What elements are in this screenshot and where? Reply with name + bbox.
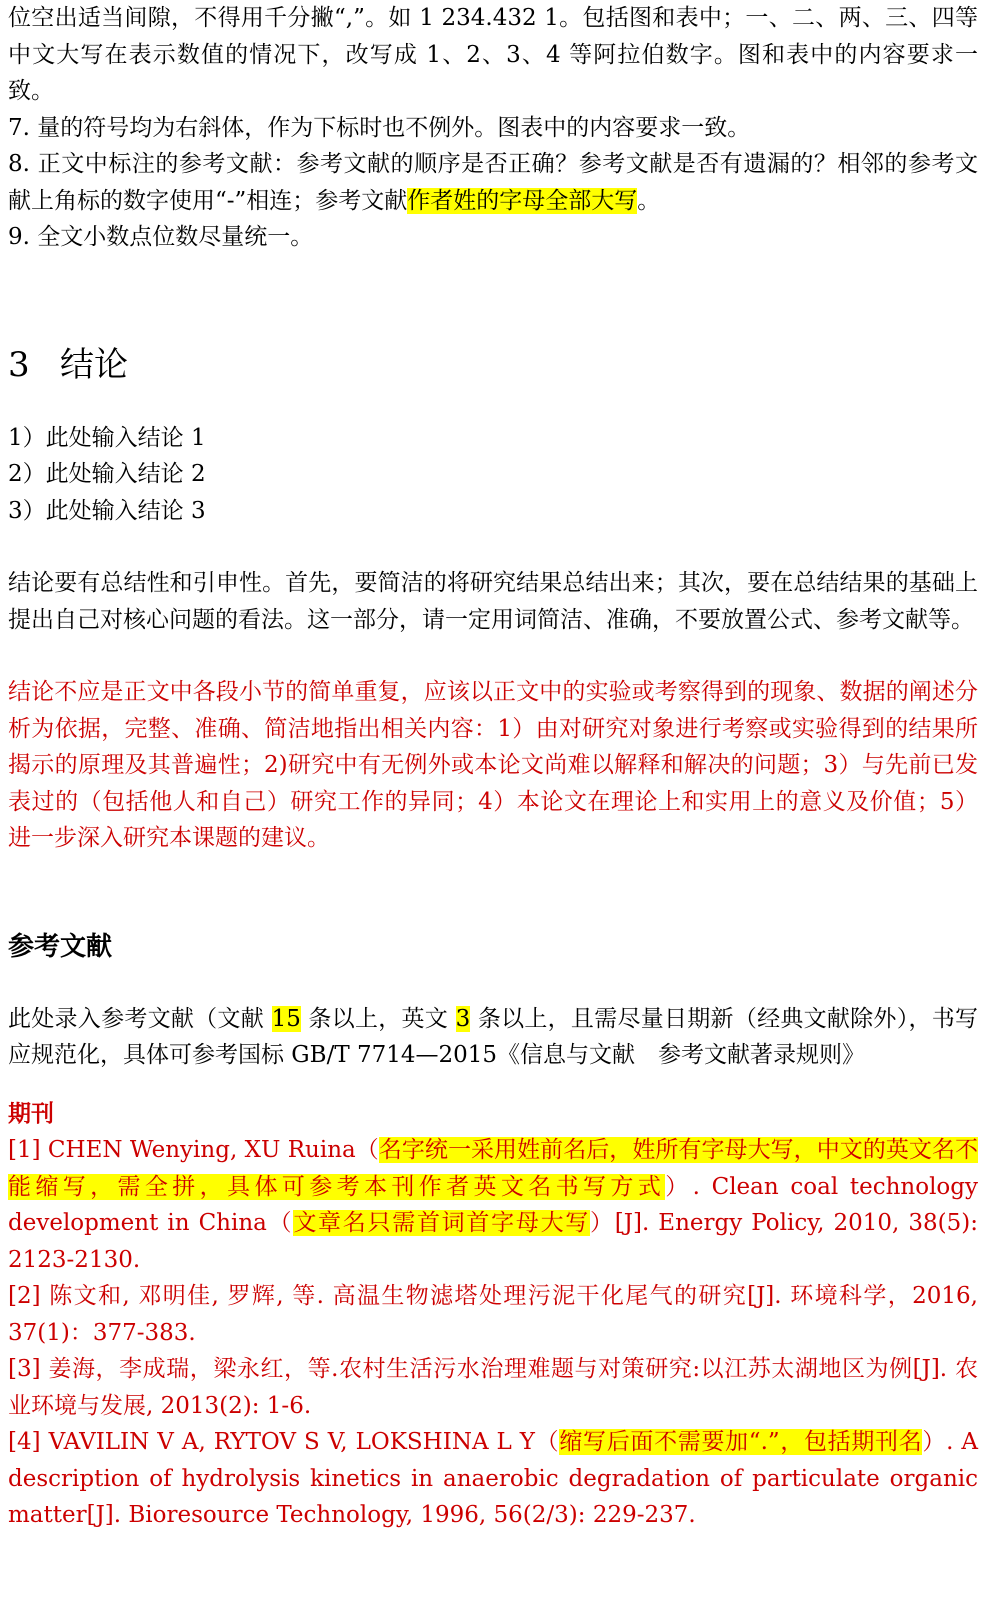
rule8 [8,146,978,219]
ref2-text: [2] 陈文和, 邓明佳, 罗辉, 等. 高温生物滤塔处理污泥干化尾气的研究[J]. 环境科学，2016, 37(1)：377-383. [8,1283,978,1346]
ref1-authors: [1] CHEN Wenying, XU Ruina（ [8,1137,379,1163]
ref1-title: ）. Clean coal technology development in China（ [8,1173,978,1236]
references-intro-count-english: 3 [455,1005,471,1032]
conclusion-guide-red [8,674,978,857]
conclusion-item [8,493,978,530]
conclusion-title: 结论 [60,344,128,385]
spacer [8,1074,978,1096]
conclusion-guide [8,565,978,638]
conclusion-item [8,456,978,493]
ref4-note: 缩写后面不需要加“.”，包括期刊名 [559,1429,923,1455]
conclusion-guide-red-text: 结论不应是正文中各段小节的简单重复，应该以正文中的实验或考察得到的现象、数据的阐述分析为依据，完整、准确、简洁地指出相关内容：1）由对研究对象进行考察或实验得到的结果所揭示的原理及其普遍性；2)研究中有无例外或本论文尚难以解释和解决的问题；3）与先前已发表过的（包括他人和自己）研究工作的异同；4）本论文在理论上和实用上的意义及价值；5）进一步深入研究本课题的建议。 [8,679,978,851]
rule6-continuation [8,0,978,110]
spacer [8,638,978,674]
ref3-text: [3] 姜海，李成瑞，梁永红，等.农村生活污水治理难题与对策研究:以江苏太湖地区为例[J]. 农业环境与发展, 2013(2): 1-6. [8,1356,978,1419]
ref1-note-title: 文章名只需首词首字母大写 [293,1210,591,1236]
conclusion-number: 3 [8,344,30,385]
reference-item-3 [8,1351,978,1424]
references-intro-c: 条以上，且需尽量日期新（经典文献除外），书写应规范化，具体可参考国标 GB/T 7714—2015《信息与文献 参考文献著录规则》 [8,1005,979,1068]
spacer [8,857,978,927]
references-intro-b: 条以上，英文 [300,1005,456,1032]
conclusion-item [8,420,978,457]
ref4-title-source: ）. A description of hydrolysis kinetics in anaerobic degradation of particulate organic matter[J]. Bioresource Technology, 1996, 56(2/3): 229-237. [8,1429,979,1528]
conclusion-item-3: 3）此处输入结论 3 [8,497,206,524]
references-intro-a: 此处录入参考文献（文献 [8,1005,272,1032]
reference-item-4 [8,1424,978,1534]
conclusion-item-2: 2）此处输入结论 2 [8,461,206,487]
conclusion-guide-text: 结论要有总结性和引申性。首先，要简洁的将研究结果总结出来；其次，要在总结结果的基础上提出自己对核心问题的看法。这一部分，请一定用词简洁、准确，不要放置公式、参考文献等。 [8,570,978,633]
ref1-note-names: 名字统一采用姓前名后，姓所有字母大写，中文的英文名不能缩写，需全拼，具体可参考本刊作者英文名书写方式 [8,1137,978,1200]
ref1-source: ）[J]. Energy Policy, 2010, 38(5): 2123-2130. [8,1210,978,1273]
rule8-highlight: 作者姓的字母全部大写 [407,187,638,214]
rule9-text: 9. 全文小数点位数尽量统一。 [8,224,314,250]
rule8-text: 8. 正文中标注的参考文献：参考文献的顺序是否正确？参考文献是否有遗漏的？相邻的参考文献上角标的数字使用“-”相连；参考文献 [8,151,978,214]
references-intro [8,1001,978,1074]
rule9 [8,219,978,256]
reference-item-2 [8,1278,978,1351]
conclusion-item-1: 1）此处输入结论 1 [8,424,206,451]
rule8-end: 。 [637,187,661,214]
references-heading: 参考文献 [8,931,113,962]
conclusion-heading [8,340,978,390]
spacer [8,390,978,420]
reference-item-1 [8,1132,978,1278]
references-category: 期刊 [8,1099,54,1127]
rule7 [8,110,978,147]
spacer [8,967,978,1001]
ref4-authors: [4] VAVILIN V A, RYTOV S V, LOKSHINA L Y（ [8,1429,560,1455]
references-intro-count-total: 15 [271,1005,301,1032]
spacer [8,529,978,565]
rule6-text: 位空出适当间隙，不得用千分撇“,”。如 1 234.432 1。包括图和表中；一、二、两、三、四等中文大写在表示数值的情况下，改写成 1、2、3、4 等阿拉伯数字。图和表中的内容要求一致。 [8,5,978,104]
spacer [8,256,978,340]
rule7-text: 7. 量的符号均为右斜体，作为下标时也不例外。图表中的内容要求一致。 [8,114,751,141]
